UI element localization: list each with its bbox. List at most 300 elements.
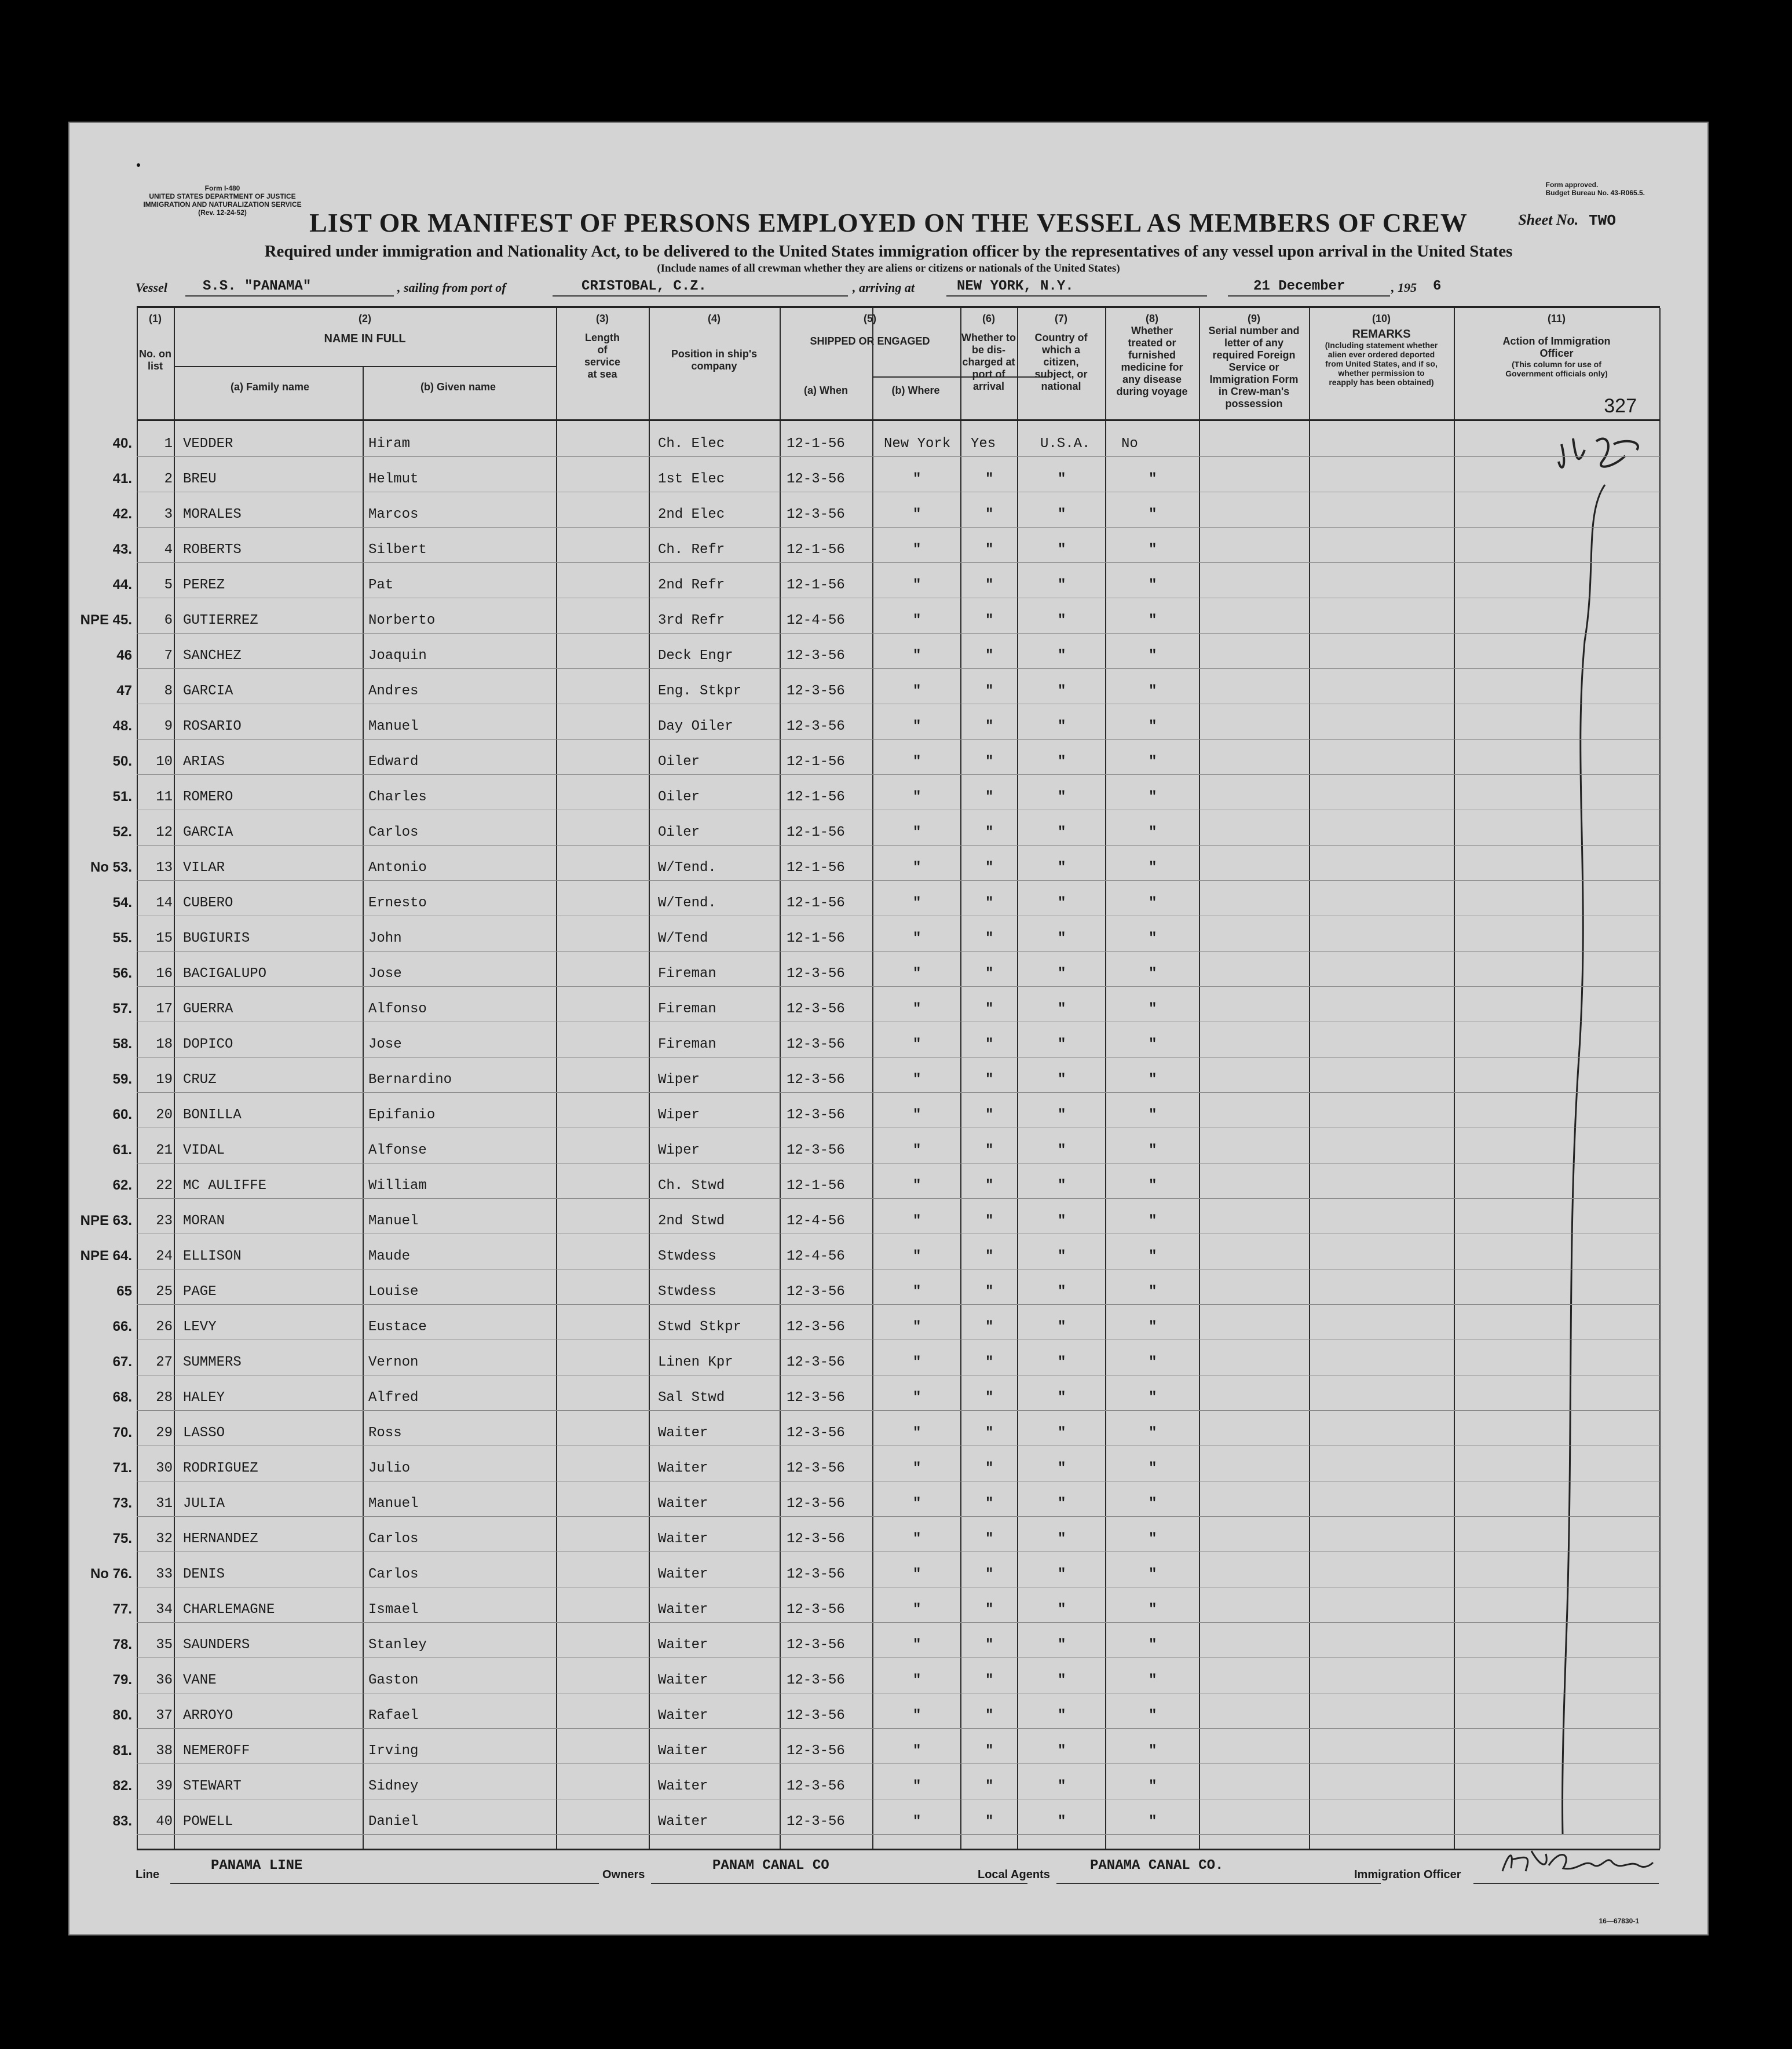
table-row [116, 668, 1660, 704]
crew-country: " [1058, 1425, 1066, 1441]
crew-discharge: " [985, 1673, 994, 1688]
crew-handwritten-number: No 53. [90, 859, 132, 875]
crew-no: 5 [164, 577, 173, 593]
form-header-right [1546, 181, 1645, 197]
crew-no: 18 [156, 1037, 173, 1052]
crew-no: 23 [156, 1213, 173, 1229]
crew-shipped-where: " [913, 789, 921, 805]
crew-shipped-when: 12-3-56 [787, 719, 845, 734]
crew-position: Waiter [658, 1425, 708, 1441]
year-digit: 6 [1433, 279, 1442, 294]
crew-country: " [1058, 1461, 1066, 1476]
crew-shipped-where: " [913, 1001, 921, 1017]
col-6-header: (6) Whether to be dis-charged at port of arrival [961, 313, 1016, 392]
table-row [112, 1128, 1660, 1163]
crew-handwritten-number: 71. [112, 1460, 132, 1476]
crew-handwritten-number: 82. [112, 1778, 132, 1794]
crew-given-name: Charles [368, 789, 427, 805]
col-7-header: (7) Country of which a citizen, subject, or national [1034, 313, 1088, 392]
crew-shipped-when: 12-4-56 [787, 1249, 845, 1264]
table-row [112, 810, 1660, 846]
crew-position: Waiter [658, 1637, 708, 1653]
crew-shipped-when: 12-1-56 [787, 577, 845, 593]
crew-handwritten-number: 41. [112, 471, 132, 486]
crew-medicine: " [1149, 1708, 1157, 1724]
crew-family-name: SUMMERS [183, 1355, 242, 1370]
crew-country: " [1058, 542, 1066, 558]
crew-shipped-where: " [913, 1743, 921, 1759]
crew-medicine: " [1149, 1037, 1157, 1052]
crew-position: 2nd Elec [658, 507, 725, 522]
table-row [90, 1552, 1660, 1587]
crew-position: Waiter [658, 1602, 708, 1618]
crew-discharge: " [985, 789, 994, 805]
crew-country: " [1058, 825, 1066, 840]
crew-discharge: " [985, 754, 994, 770]
crew-shipped-when: 12-3-56 [787, 1284, 845, 1300]
crew-given-name: Hiram [368, 436, 411, 452]
crew-country: " [1058, 471, 1066, 487]
col-11-header: (11) Action of Immigration Officer (This column for use of Government officials only) [1502, 313, 1611, 378]
crew-no: 4 [164, 542, 173, 558]
crew-medicine: " [1149, 966, 1157, 982]
crew-position: Oiler [658, 789, 700, 805]
owners-value: PANAM CANAL CO [712, 1858, 829, 1874]
crew-country: " [1058, 966, 1066, 982]
crew-discharge: " [985, 895, 994, 911]
crew-country: " [1058, 1178, 1066, 1194]
crew-medicine: " [1149, 1249, 1157, 1264]
crew-country: " [1058, 1249, 1066, 1264]
crew-no: 36 [156, 1673, 173, 1688]
crew-family-name: NEMEROFF [183, 1743, 250, 1759]
crew-given-name: Jose [368, 966, 402, 982]
crew-position: Deck Engr [658, 648, 733, 664]
crew-handwritten-number: 46 [116, 647, 132, 663]
crew-given-name: Ross [368, 1425, 402, 1441]
crew-shipped-when: 12-3-56 [787, 1708, 845, 1724]
crew-shipped-where: " [913, 1814, 921, 1830]
crew-handwritten-number: 57. [112, 1001, 132, 1016]
crew-given-name: Stanley [368, 1637, 427, 1653]
crew-country: " [1058, 1319, 1066, 1335]
crew-position: Linen Kpr [658, 1355, 733, 1370]
crew-shipped-when: 12-3-56 [787, 1001, 845, 1017]
crew-family-name: CRUZ [183, 1072, 217, 1088]
crew-family-name: BREU [183, 471, 217, 487]
crew-given-name: Eustace [368, 1319, 427, 1335]
crew-family-name: LASSO [183, 1425, 225, 1441]
crew-no: 26 [156, 1319, 173, 1335]
crew-no: 27 [156, 1355, 173, 1370]
table-row [112, 739, 1660, 775]
crew-discharge: " [985, 1425, 994, 1441]
col-3-header: (3) Length of service at sea [584, 313, 621, 380]
line-label: Line [136, 1868, 160, 1881]
crew-position: Ch. Stwd [658, 1178, 725, 1194]
arriving-port: NEW YORK, N.Y. [957, 279, 1074, 294]
crew-position: W/Tend. [658, 860, 716, 876]
crew-handwritten-number: 81. [112, 1743, 132, 1758]
crew-no: 34 [156, 1602, 173, 1618]
crew-medicine: " [1149, 471, 1157, 487]
crew-handwritten-number: 47 [116, 683, 132, 698]
crew-family-name: GUERRA [183, 1001, 233, 1017]
crew-position: Oiler [658, 754, 700, 770]
crew-shipped-when: 12-3-56 [787, 1390, 845, 1406]
crew-family-name: ELLISON [183, 1249, 242, 1264]
crew-medicine: " [1149, 825, 1157, 840]
crew-handwritten-number: 78. [112, 1637, 132, 1652]
crew-medicine: " [1149, 1779, 1157, 1794]
table-row [112, 1516, 1660, 1552]
crew-no: 7 [164, 648, 173, 664]
crew-shipped-when: 12-1-56 [787, 754, 845, 770]
crew-handwritten-number: 68. [112, 1389, 132, 1405]
crew-no: 38 [156, 1743, 173, 1759]
crew-shipped-when: 12-1-56 [787, 1178, 845, 1194]
crew-shipped-where: " [913, 648, 921, 664]
crew-handwritten-number: 61. [112, 1142, 132, 1158]
crew-given-name: Antonio [368, 860, 427, 876]
crew-shipped-when: 12-1-56 [787, 789, 845, 805]
crew-family-name: VANE [183, 1673, 217, 1688]
table-row [112, 1092, 1660, 1128]
crew-shipped-where: New York [884, 436, 951, 452]
table-row [112, 1410, 1660, 1446]
crew-given-name: John [368, 931, 402, 946]
vessel-name: S.S. "PANAMA" [203, 279, 312, 294]
crew-no: 11 [156, 789, 173, 805]
table-row [80, 1234, 1660, 1269]
crew-shipped-where: " [913, 719, 921, 734]
crew-shipped-when: 12-3-56 [787, 1779, 845, 1794]
crew-handwritten-number: 60. [112, 1107, 132, 1122]
crew-discharge: " [985, 1355, 994, 1370]
table-row [112, 951, 1660, 987]
crew-shipped-when: 12-3-56 [787, 1673, 845, 1688]
crew-family-name: PEREZ [183, 577, 225, 593]
crew-medicine: " [1149, 1637, 1157, 1653]
crew-medicine: " [1149, 1602, 1157, 1618]
crew-medicine: " [1149, 1143, 1157, 1158]
crew-shipped-when: 12-4-56 [787, 1213, 845, 1229]
crew-medicine: " [1149, 542, 1157, 558]
crew-family-name: VEDDER [183, 436, 233, 452]
col-2b-header: (b) Given name [420, 381, 496, 393]
table-row [112, 880, 1660, 916]
crew-no: 33 [156, 1567, 173, 1582]
crew-given-name: Maude [368, 1249, 411, 1264]
crew-discharge: " [985, 1213, 994, 1229]
crew-country: " [1058, 789, 1066, 805]
crew-position: Wiper [658, 1143, 700, 1158]
crew-position: 3rd Refr [658, 613, 725, 628]
crew-shipped-when: 12-1-56 [787, 931, 845, 946]
col-5b-header: (b) Where [891, 385, 940, 396]
crew-medicine: " [1149, 1814, 1157, 1830]
crew-no: 12 [156, 825, 173, 840]
crew-position: Waiter [658, 1673, 708, 1688]
year-label: , 195 [1391, 280, 1417, 295]
crew-discharge: " [985, 577, 994, 593]
crew-discharge: " [985, 1602, 994, 1618]
crew-shipped-where: " [913, 507, 921, 522]
crew-handwritten-number: 80. [112, 1707, 132, 1723]
crew-no: 40 [156, 1814, 173, 1830]
table-row [112, 1728, 1660, 1764]
crew-medicine: " [1149, 507, 1157, 522]
table-row [112, 1163, 1660, 1199]
crew-discharge: " [985, 1461, 994, 1476]
crew-no: 8 [164, 683, 173, 699]
crew-country: " [1058, 1390, 1066, 1406]
col-2-header: (2) NAME IN FULL [324, 313, 406, 345]
crew-family-name: ROSARIO [183, 719, 242, 734]
crew-family-name: CUBERO [183, 895, 233, 911]
crew-discharge: " [985, 1779, 994, 1794]
crew-family-name: HALEY [183, 1390, 225, 1406]
crew-country: " [1058, 1496, 1066, 1512]
crew-handwritten-number: 56. [112, 965, 132, 981]
table-row [112, 986, 1660, 1022]
crew-position: Waiter [658, 1708, 708, 1724]
crew-no: 3 [164, 507, 173, 522]
crew-shipped-when: 12-3-56 [787, 683, 845, 699]
table-row [80, 598, 1660, 634]
crew-medicine: " [1149, 789, 1157, 805]
crew-given-name: Ismael [368, 1602, 419, 1618]
crew-family-name: MC AULIFFE [183, 1178, 267, 1194]
crew-medicine: " [1149, 1319, 1157, 1335]
subnote: (Include names of all crewman whether they are aliens or citizens or nationals of the United States) [657, 262, 1120, 275]
crew-discharge: " [985, 825, 994, 840]
col-10-header: (10) REMARKS (Including statement whether alien ever ordered deported from United States, and if so, whether permission to reapply has been obtained) [1325, 313, 1438, 387]
crew-shipped-where: " [913, 471, 921, 487]
crew-family-name: STEWART [183, 1779, 242, 1794]
crew-handwritten-number: 65 [116, 1283, 132, 1299]
crew-no: 6 [164, 613, 173, 628]
crew-position: Day Oiler [658, 719, 733, 734]
arriving-label: , arriving at [853, 280, 915, 295]
crew-family-name: VILAR [183, 860, 225, 876]
crew-shipped-where: " [913, 966, 921, 982]
crew-medicine: No [1121, 436, 1138, 452]
crew-position: 2nd Stwd [658, 1213, 725, 1229]
crew-medicine: " [1149, 1390, 1157, 1406]
crew-shipped-where: " [913, 1461, 921, 1476]
crew-given-name: Irving [368, 1743, 419, 1759]
table-row [112, 1057, 1660, 1093]
table-row [116, 633, 1660, 669]
crew-handwritten-number: 77. [112, 1601, 132, 1617]
crew-handwritten-number: 66. [112, 1319, 132, 1334]
crew-shipped-when: 12-3-56 [787, 1461, 845, 1476]
crew-family-name: LEVY [183, 1319, 217, 1335]
crew-discharge: " [985, 471, 994, 487]
subtitle: Required under immigration and Nationality Act, to be delivered to the United States immigration officer by the representatives of any vessel upon arrival in the United States [264, 242, 1513, 261]
crew-given-name: Alfred [368, 1390, 419, 1406]
crew-country: " [1058, 931, 1066, 946]
crew-shipped-when: 12-3-56 [787, 1037, 845, 1052]
crew-position: 2nd Refr [658, 577, 725, 593]
table-row [112, 1763, 1660, 1799]
crew-family-name: CHARLEMAGNE [183, 1602, 275, 1618]
crew-position: Ch. Elec [658, 436, 725, 452]
crew-country: " [1058, 1567, 1066, 1582]
table-row [112, 774, 1660, 810]
crew-given-name: Manuel [368, 1213, 419, 1229]
table-row [90, 845, 1660, 881]
crew-position: W/Tend [658, 931, 708, 946]
crew-shipped-when: 12-3-56 [787, 507, 845, 522]
col-8-header: (8) Whether treated or furnished medicine for any disease during voyage [1116, 313, 1188, 397]
crew-country: " [1058, 577, 1066, 593]
crew-family-name: BACIGALUPO [183, 966, 267, 982]
crew-no: 24 [156, 1249, 173, 1264]
table-row [112, 562, 1660, 598]
crew-medicine: " [1149, 1213, 1157, 1229]
crew-discharge: " [985, 1814, 994, 1830]
table-row [112, 704, 1660, 740]
crew-discharge: " [985, 1567, 994, 1582]
crew-family-name: MORALES [183, 507, 242, 522]
crew-shipped-when: 12-3-56 [787, 1637, 845, 1653]
table-row [112, 1340, 1660, 1375]
crew-shipped-where: " [913, 1708, 921, 1724]
crew-shipped-where: " [913, 895, 921, 911]
crew-shipped-when: 12-3-56 [787, 1496, 845, 1512]
crew-family-name: BUGIURIS [183, 931, 250, 946]
crew-family-name: MORAN [183, 1213, 225, 1229]
crew-country: " [1058, 1708, 1066, 1724]
crew-medicine: " [1149, 1072, 1157, 1088]
crew-given-name: Louise [368, 1284, 419, 1300]
crew-shipped-when: 12-1-56 [787, 860, 845, 876]
print-code: 16—67830-1 [1599, 1917, 1639, 1925]
line-value: PANAMA LINE [211, 1858, 303, 1874]
crew-shipped-when: 12-3-56 [787, 1531, 845, 1547]
crew-shipped-when: 12-3-56 [787, 648, 845, 664]
crew-handwritten-number: 55. [112, 930, 132, 946]
crew-country: " [1058, 1213, 1066, 1229]
crew-position: Waiter [658, 1496, 708, 1512]
revision: (Rev. 12-24-52) [198, 208, 247, 217]
crew-table [80, 306, 1660, 1850]
table-row [112, 1375, 1660, 1411]
crew-family-name: JULIA [183, 1496, 225, 1512]
crew-no: 2 [164, 471, 173, 487]
crew-medicine: " [1149, 1567, 1157, 1582]
crew-discharge: " [985, 719, 994, 734]
manifest-sheet [68, 122, 1709, 1935]
crew-medicine: " [1149, 1425, 1157, 1441]
crew-shipped-where: " [913, 1143, 921, 1158]
table-row [112, 1446, 1660, 1481]
crew-family-name: PAGE [183, 1284, 217, 1300]
department: UNITED STATES DEPARTMENT OF JUSTICE [149, 192, 296, 200]
crew-medicine: " [1149, 1284, 1157, 1300]
crew-country: " [1058, 507, 1066, 522]
agents-value: PANAMA CANAL CO. [1090, 1858, 1224, 1874]
crew-family-name: GARCIA [183, 825, 233, 840]
crew-country: " [1058, 1355, 1066, 1370]
crew-handwritten-number: 59. [112, 1071, 132, 1087]
crew-given-name: Marcos [368, 507, 419, 522]
arrival-date: 21 December [1253, 279, 1345, 294]
crew-medicine: " [1149, 683, 1157, 699]
crew-handwritten-number: No 76. [90, 1566, 132, 1582]
crew-position: Waiter [658, 1814, 708, 1830]
crew-position: 1st Elec [658, 471, 725, 487]
crew-given-name: Julio [368, 1461, 411, 1476]
crew-medicine: " [1149, 577, 1157, 593]
crew-handwritten-number: 48. [112, 718, 132, 734]
crew-family-name: DOPICO [183, 1037, 233, 1052]
crew-shipped-where: " [913, 1178, 921, 1194]
table-row [112, 1587, 1660, 1623]
crew-shipped-where: " [913, 577, 921, 593]
crew-country: " [1058, 1037, 1066, 1052]
crew-handwritten-number: NPE 63. [80, 1213, 132, 1228]
crew-family-name: GARCIA [183, 683, 233, 699]
crew-shipped-when: 12-3-56 [787, 966, 845, 982]
crew-discharge: " [985, 931, 994, 946]
crew-shipped-when: 12-4-56 [787, 613, 845, 628]
crew-country: " [1058, 719, 1066, 734]
crew-shipped-when: 12-3-56 [787, 471, 845, 487]
crew-shipped-where: " [913, 1107, 921, 1123]
crew-given-name: Bernardino [368, 1072, 452, 1088]
crew-country: " [1058, 648, 1066, 664]
agents-label: Local Agents [978, 1868, 1050, 1881]
crew-medicine: " [1149, 754, 1157, 770]
table-row [112, 1022, 1660, 1058]
crew-handwritten-number: 42. [112, 506, 132, 522]
crew-handwritten-number: 54. [112, 895, 132, 910]
crew-family-name: RODRIGUEZ [183, 1461, 258, 1476]
crew-handwritten-number: 50. [112, 753, 132, 769]
crew-position: Waiter [658, 1531, 708, 1547]
crew-discharge: " [985, 1072, 994, 1088]
crew-given-name: Sidney [368, 1779, 419, 1794]
crew-no: 20 [156, 1107, 173, 1123]
sailing-label: , sailing from port of [397, 280, 506, 295]
crew-position: Fireman [658, 1001, 716, 1017]
crew-given-name: Alfonse [368, 1143, 427, 1158]
form-number: Form I-480 [204, 184, 240, 192]
crew-no: 28 [156, 1390, 173, 1406]
table-row [112, 421, 1660, 457]
crew-shipped-when: 12-3-56 [787, 1355, 845, 1370]
crew-shipped-where: " [913, 1637, 921, 1653]
crew-shipped-when: 12-3-56 [787, 1602, 845, 1618]
crew-handwritten-number: NPE 45. [80, 612, 132, 628]
officer-signature [1491, 1836, 1659, 1883]
crew-discharge: " [985, 1319, 994, 1335]
crew-medicine: " [1149, 648, 1157, 664]
crew-no: 25 [156, 1284, 173, 1300]
crew-given-name: Ernesto [368, 895, 427, 911]
crew-medicine: " [1149, 1673, 1157, 1688]
crew-handwritten-number: 83. [112, 1813, 132, 1829]
crew-position: Waiter [658, 1779, 708, 1794]
crew-discharge: " [985, 1037, 994, 1052]
crew-position: Stwdess [658, 1284, 716, 1300]
crew-handwritten-number: 52. [112, 824, 132, 840]
table-row [112, 1481, 1660, 1517]
crew-no: 13 [156, 860, 173, 876]
